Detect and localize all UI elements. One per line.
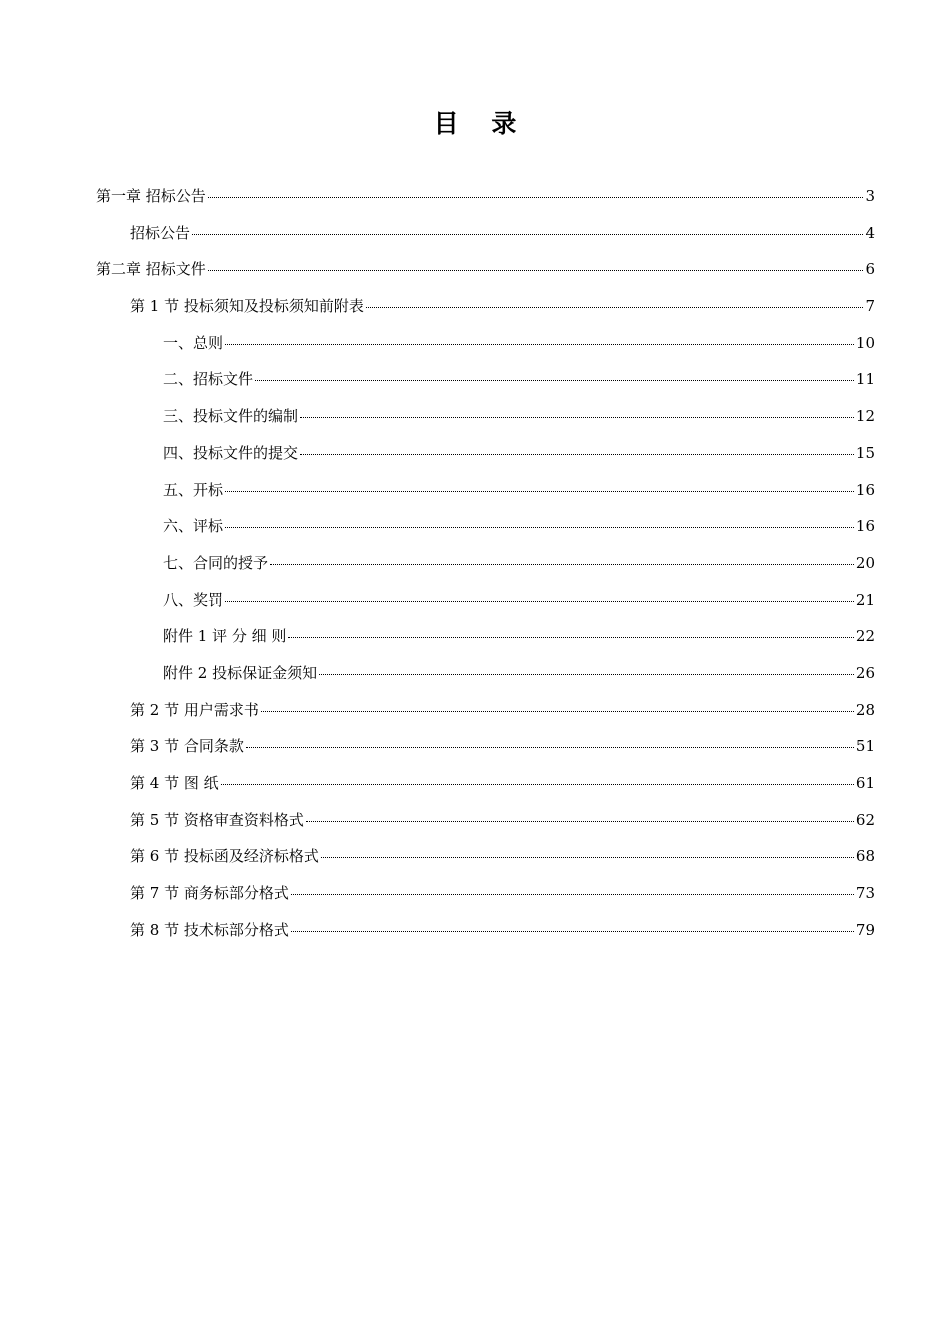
toc-entry-bid-submission[interactable] (96, 435, 875, 472)
toc-dot-leader (319, 674, 854, 675)
toc-entry-section-4[interactable] (96, 765, 875, 802)
toc-dot-leader (366, 307, 864, 308)
toc-dot-leader (300, 417, 854, 418)
toc-entry-label: 第一章 招标公告 (96, 187, 206, 205)
toc-entry-page: 61 (855, 774, 875, 792)
toc-entry-page: 79 (855, 920, 875, 939)
toc-entry-label: 第 5 节 资格审查资料格式 (130, 810, 304, 829)
toc-entry-chapter-1[interactable] (96, 178, 875, 215)
toc-entry-label: 二、招标文件 (163, 370, 254, 389)
toc-entry-label: 附件 1 评 分 细 则 (163, 627, 287, 646)
toc-entry-evaluation[interactable] (96, 508, 875, 545)
toc-dot-leader (270, 564, 854, 565)
toc-dot-leader (261, 711, 854, 712)
toc-dot-leader (208, 197, 864, 198)
toc-entry-bid-preparation[interactable] (96, 398, 875, 435)
toc-entry-label: 八、奖罚 (163, 590, 224, 609)
toc-entry-page: 11 (855, 370, 875, 389)
toc-entry-page: 7 (865, 297, 875, 316)
toc-entry-page: 22 (855, 627, 875, 646)
toc-entry-bid-opening[interactable] (96, 472, 875, 509)
toc-dot-leader (291, 931, 854, 932)
toc-entry-label: 三、投标文件的编制 (163, 407, 299, 426)
toc-entry-rewards-penalties[interactable] (96, 582, 875, 619)
toc-dot-leader (225, 344, 854, 345)
toc-entry-page: 12 (855, 407, 875, 426)
toc-entry-appendix-2[interactable] (96, 655, 875, 692)
toc-entry-label: 五、开标 (163, 480, 224, 499)
toc-entry-label: 附件 2 投标保证金须知 (163, 663, 318, 682)
toc-entry-label: 第 6 节 投标函及经济标格式 (130, 847, 319, 866)
toc-entry-chapter-2[interactable] (96, 251, 875, 288)
toc-entry-page: 10 (855, 333, 875, 352)
toc-dot-leader (321, 857, 854, 858)
toc-dot-leader (288, 637, 854, 638)
toc-entry-page: 20 (855, 553, 875, 572)
toc-dot-leader (225, 527, 854, 528)
toc-entry-label: 第 2 节 用户需求书 (130, 700, 259, 719)
toc-entry-page: 16 (855, 517, 875, 536)
toc-entry-page: 26 (855, 663, 875, 682)
toc-entry-page: 51 (855, 737, 875, 756)
toc-entry-page: 3 (865, 187, 875, 205)
toc-entry-contract-award[interactable] (96, 545, 875, 582)
toc-entry-page: 4 (865, 223, 875, 242)
toc-entry-label: 第 8 节 技术标部分格式 (130, 920, 289, 939)
toc-dot-leader (306, 821, 854, 822)
toc-entry-label: 第 1 节 投标须知及投标须知前附表 (130, 297, 364, 316)
toc-entry-page: 16 (855, 480, 875, 499)
toc-entry-page: 28 (855, 700, 875, 719)
toc-entry-section-1[interactable] (96, 288, 875, 325)
toc-dot-leader (255, 380, 854, 381)
toc-entry-section-3[interactable] (96, 728, 875, 765)
toc-entry-page: 6 (865, 260, 875, 279)
toc-entry-page: 21 (855, 590, 875, 609)
toc-entry-appendix-1[interactable] (96, 618, 875, 655)
toc-entry-page: 62 (855, 810, 875, 829)
toc-list (96, 178, 875, 948)
toc-title: 目 录 (433, 109, 529, 138)
toc-dot-leader (208, 270, 864, 271)
toc-dot-leader (221, 784, 854, 785)
toc-dot-leader (225, 601, 854, 602)
toc-entry-page: 68 (855, 847, 875, 866)
toc-entry-label: 第 4 节 图 纸 (130, 774, 219, 792)
toc-dot-leader (192, 234, 863, 235)
toc-dot-leader (246, 747, 854, 748)
toc-entry-label: 七、合同的授予 (163, 553, 269, 572)
toc-entry-notice[interactable] (96, 215, 875, 252)
toc-entry-section-2[interactable] (96, 692, 875, 729)
toc-dot-leader (300, 454, 854, 455)
toc-dot-leader (225, 491, 854, 492)
toc-dot-leader (291, 894, 854, 895)
toc-entry-page: 15 (855, 443, 875, 462)
toc-entry-label: 四、投标文件的提交 (163, 443, 299, 462)
toc-entry-section-5[interactable] (96, 802, 875, 839)
toc-entry-section-6[interactable] (96, 838, 875, 875)
toc-entry-label: 招标公告 (130, 223, 191, 242)
toc-entry-page: 73 (855, 884, 875, 903)
toc-entry-label: 第 3 节 合同条款 (130, 737, 244, 756)
toc-entry-label: 一、总则 (163, 333, 224, 352)
toc-entry-section-7[interactable] (96, 875, 875, 912)
toc-entry-section-8[interactable] (96, 912, 875, 949)
toc-entry-general[interactable] (96, 325, 875, 362)
toc-entry-label: 第 7 节 商务标部分格式 (130, 884, 289, 903)
toc-entry-label: 第二章 招标文件 (96, 260, 206, 279)
toc-entry-tender-docs[interactable] (96, 361, 875, 398)
toc-entry-label: 六、评标 (163, 517, 224, 536)
